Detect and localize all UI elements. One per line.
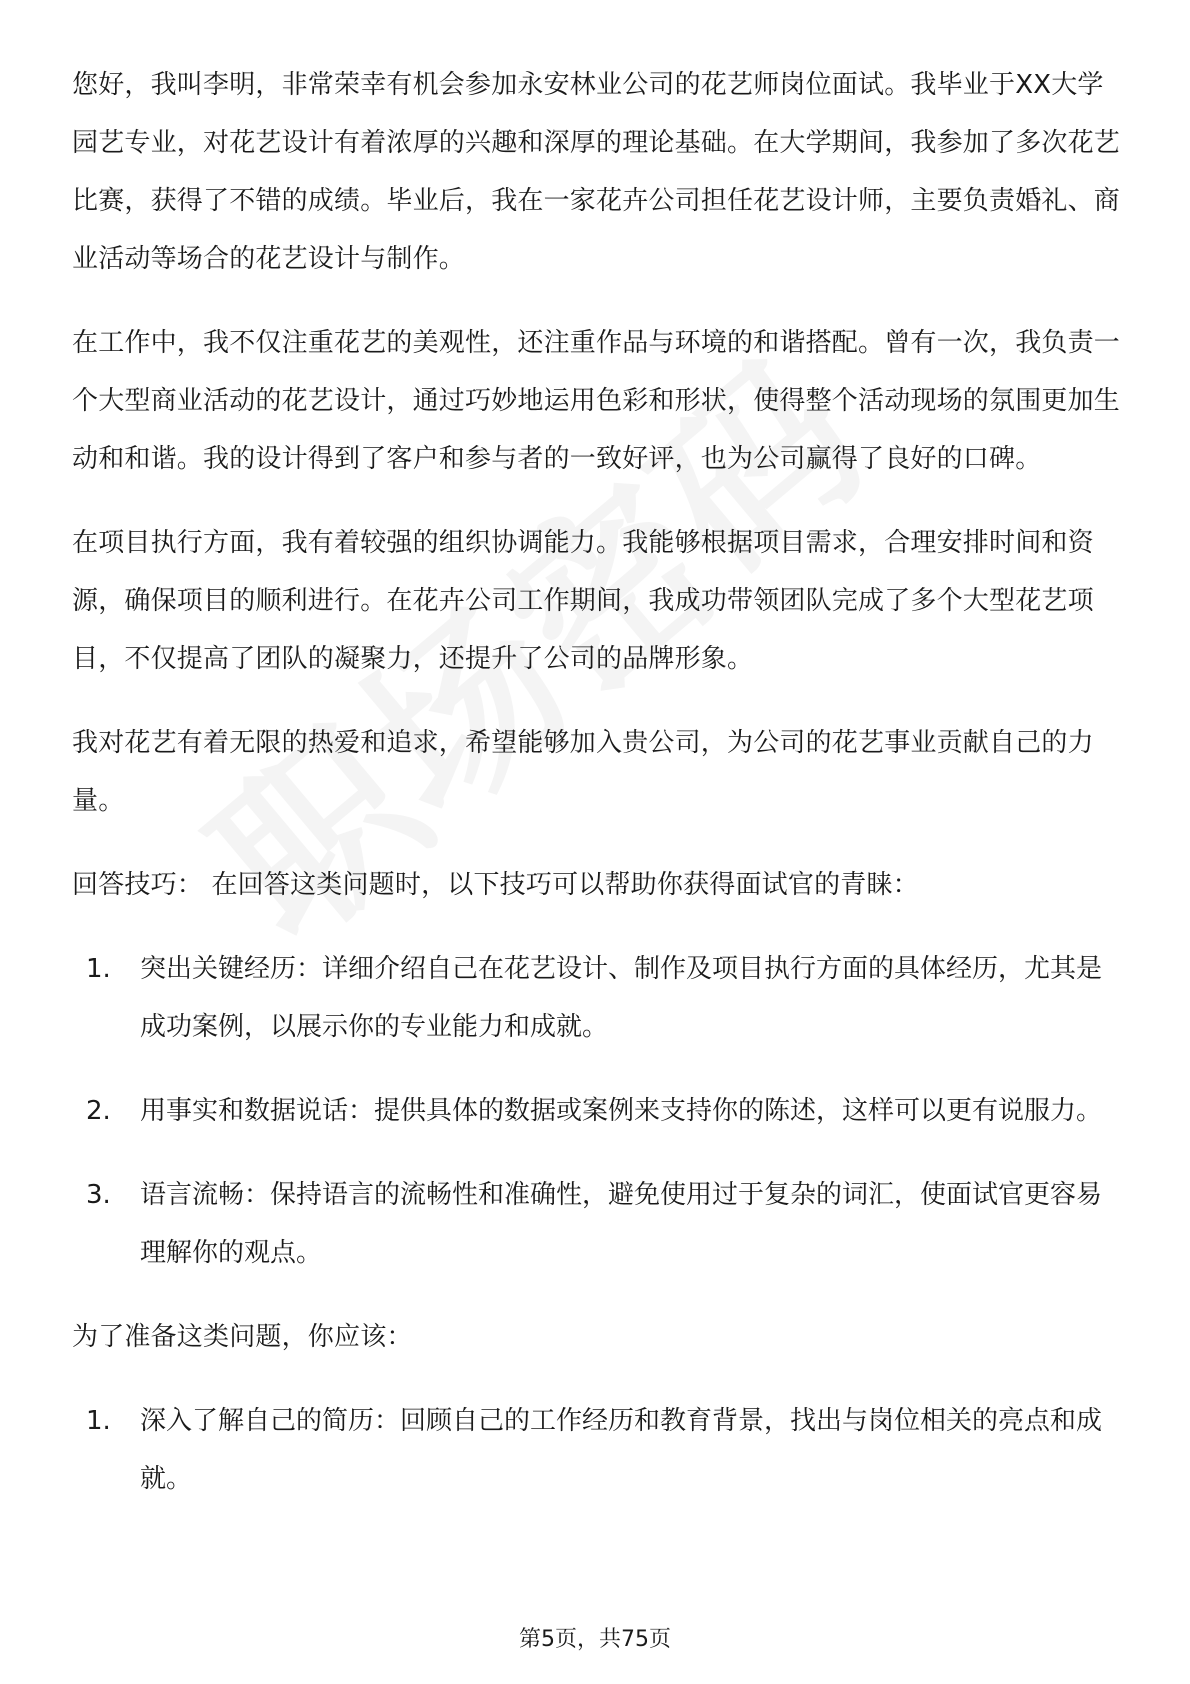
list-item xyxy=(72,1392,1122,1508)
list-number: 3. xyxy=(86,1180,111,1210)
prep-list xyxy=(72,1392,1122,1508)
paragraph-work: 在工作中，我不仅注重花艺的美观性，还注重作品与环境的和谐搭配。曾有一次，我负责一个大型商业活动的花艺设计，通过巧妙地运用色彩和形状，使得整个活动现场的氛围更加生动和和谐。我的设计得到了客户和参与者的一致好评，也为公司赢得了良好的口碑。 xyxy=(72,328,1121,474)
list-text: 突出关键经历：详细介绍自己在花艺设计、制作及项目执行方面的具体经历，尤其是成功案例，以展示你的专业能力和成就。 xyxy=(140,954,1103,1042)
list-item xyxy=(72,1082,1122,1140)
list-number: 2. xyxy=(86,1096,111,1126)
list-text: 语言流畅：保持语言的流畅性和准确性，避免使用过于复杂的词汇，使面试官更容易理解你的观点。 xyxy=(140,1180,1103,1268)
list-item xyxy=(72,940,1122,1056)
document-page xyxy=(72,56,1122,1534)
list-text: 深入了解自己的简历：回顾自己的工作经历和教育背景，找出与岗位相关的亮点和成就。 xyxy=(140,1406,1103,1494)
list-text: 用事实和数据说话：提供具体的数据或案例来支持你的陈述，这样可以更有说服力。 xyxy=(140,1096,1103,1126)
list-number: 1. xyxy=(86,954,111,984)
tips-list xyxy=(72,940,1122,1282)
list-number: 1. xyxy=(86,1406,111,1436)
tips-intro: 回答技巧： 在回答这类问题时，以下技巧可以帮助你获得面试官的青睐： xyxy=(72,870,919,900)
page-number: 第5页，共75页 xyxy=(519,1627,671,1652)
prep-intro: 为了准备这类问题，你应该： xyxy=(72,1322,413,1352)
list-item xyxy=(72,1166,1122,1282)
paragraph-closing: 我对花艺有着无限的热爱和追求，希望能够加入贵公司，为公司的花艺事业贡献自己的力量。 xyxy=(72,728,1094,816)
paragraph-intro: 您好，我叫李明，非常荣幸有机会参加永安林业公司的花艺师岗位面试。我毕业于XX大学园艺专业，对花艺设计有着浓厚的兴趣和深厚的理论基础。在大学期间，我参加了多次花艺比赛，获得了不错的成绩。毕业后，我在一家花卉公司担任花艺设计师，主要负责婚礼、商业活动等场合的花艺设计与制作。 xyxy=(72,70,1121,274)
paragraph-project: 在项目执行方面，我有着较强的组织协调能力。我能够根据项目需求，合理安排时间和资源，确保项目的顺利进行。在花卉公司工作期间，我成功带领团队完成了多个大型花艺项目，不仅提高了团队的凝聚力，还提升了公司的品牌形象。 xyxy=(72,528,1094,674)
